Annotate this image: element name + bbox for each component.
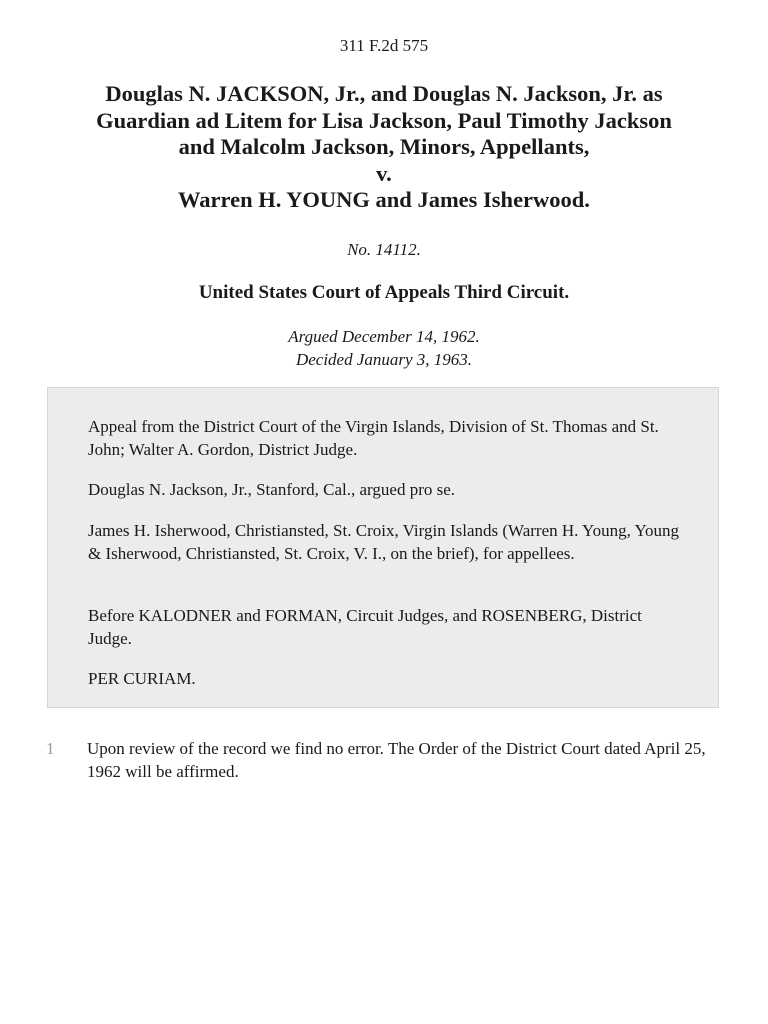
case-citation: 311 F.2d 575 — [339, 36, 429, 55]
case-title-line: Warren H. YOUNG and James Isherwood. — [178, 187, 590, 212]
case-title-versus: v. — [376, 160, 392, 186]
syllabus-box — [47, 387, 719, 708]
paragraph-number: 1 — [46, 739, 55, 758]
appellee-counsel: James H. Isherwood, Christiansted, St. Croix, Virgin Islands (Warren H. Young, Young & Isherwood, Christiansted, St. Croix, V. I., on the brief), for appellees. — [88, 521, 680, 563]
judicial-panel: Before KALODNER and FORMAN, Circuit Judges, and ROSENBERG, District Judge. — [88, 606, 642, 648]
case-title-line: and Malcolm Jackson, Minors, Appellants, — [178, 134, 590, 159]
per-curiam-label: PER CURIAM. — [88, 669, 196, 688]
argued-date: Argued December 14, 1962. — [288, 327, 480, 346]
decided-date: Decided January 3, 1963. — [295, 350, 473, 369]
docket-number: No. 14112. — [347, 240, 421, 259]
case-title-line: Guardian ad Litem for Lisa Jackson, Paul Timothy Jackson — [96, 107, 672, 133]
appellant-counsel: Douglas N. Jackson, Jr., Stanford, Cal., argued pro se. — [88, 480, 456, 499]
appeal-statement: Appeal from the District Court of the Virgin Islands, Division of St. Thomas and St. John; Walter A. Gordon, District Judge. — [88, 417, 659, 459]
case-title — [40, 81, 728, 214]
case-title-line: Douglas N. JACKSON, Jr., and Douglas N. Jackson, Jr. as — [105, 81, 663, 106]
court-name: United States Court of Appeals Third Circuit. — [198, 282, 570, 303]
paragraph-text: Upon review of the record we find no error. The Order of the District Court dated April 25, 1962 will be affirmed. — [87, 739, 706, 781]
case-dates — [0, 325, 768, 371]
